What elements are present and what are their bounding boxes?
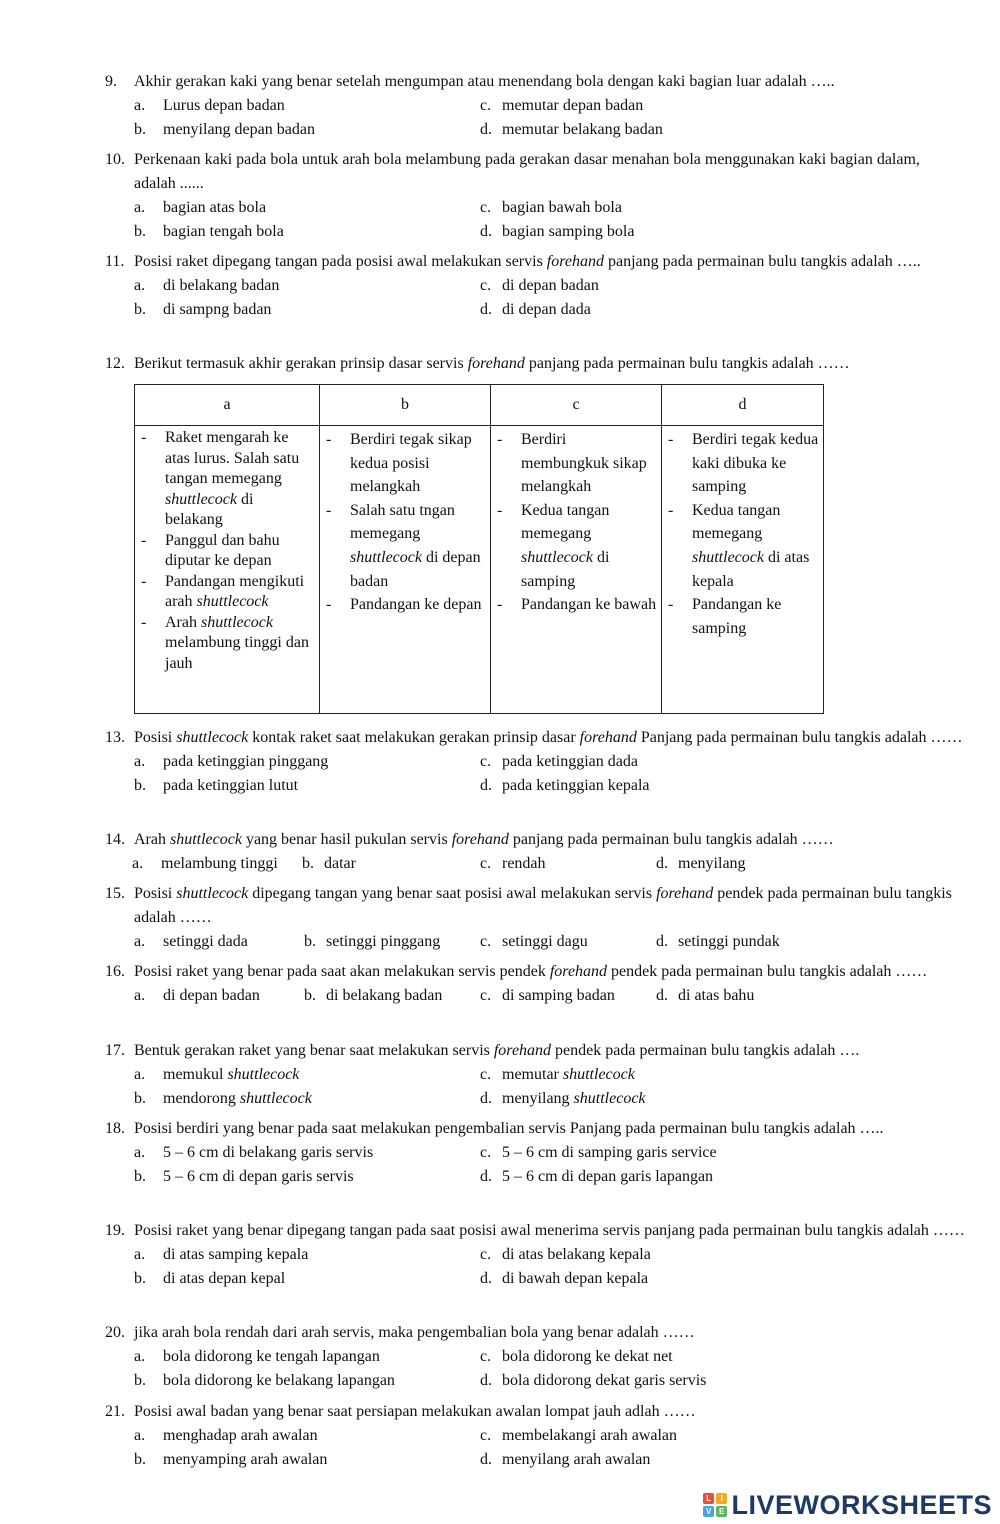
cell-b [320,426,491,714]
question-21 [105,1400,965,1472]
question-text: Posisi awal badan yang benar saat persiapan melakukan awalan lompat jauh adlah …… [134,1403,696,1420]
option-a[interactable]: a. setinggi dada [134,933,248,950]
question-text: Perkenaan kaki pada bola untuk arah bola melambung pada gerakan dasar menahan bola menggunakan kaki bagian dalam, adalah ...... [134,151,920,192]
list-item: - Kedua tangan memegang shuttlecock di atas kepala [668,501,810,590]
table-row [135,426,824,714]
question-number: 9. [105,73,117,90]
cell-d [662,426,824,714]
question-text: jika arah bola rendah dari arah servis, maka pengembalian bola yang benar adalah …… [134,1324,695,1341]
options-row-1 [134,1063,975,1087]
option-c[interactable]: c. memutar shuttlecock [480,1066,635,1083]
list-item: - Arah shuttlecock melambung tinggi dan jauh [141,613,309,672]
question-19 [105,1219,965,1291]
options-row-2 [134,1369,965,1393]
question-text: Arah shuttlecock yang benar hasil pukulan servis forehand panjang pada permainan bulu tangkis adalah …… [134,831,834,848]
options-row-1 [134,930,965,954]
list-item: - Pandangan mengikuti arah shuttlecock [141,572,305,610]
answer-table [134,384,824,714]
liveworksheets-logo[interactable] [703,1488,992,1522]
options-row-1 [132,852,965,876]
cell-a [135,426,320,714]
option-c[interactable]: c. di depan badan [480,277,599,294]
list-item: - Pandangan ke bawah [497,596,657,614]
option-c[interactable]: c. memutar depan badan [480,97,644,114]
options-row-1 [134,1424,965,1448]
option-c[interactable]: c. setinggi dagu [480,933,588,950]
option-b[interactable]: b. setinggi pinggang [304,933,441,950]
question-18 [105,1117,950,1189]
header-c[interactable]: c [491,385,662,426]
option-d[interactable]: d. di depan dada [480,301,591,318]
option-d[interactable]: d. bagian samping bola [480,223,635,240]
option-a[interactable]: a. di depan badan [134,987,260,1004]
question-text: Posisi berdiri yang benar pada saat melakukan pengembalian servis Panjang pada permainan bulu tangkis adalah ….. [134,1120,884,1137]
question-number: 15. [105,885,125,902]
list-item: - Panggul dan bahu diputar ke depan [141,531,280,569]
option-b[interactable]: b. di sampng badan [134,301,272,318]
option-b[interactable]: b. di atas depan kepal [134,1270,286,1287]
question-text: Bentuk gerakan raket yang benar saat melakukan servis forehand pendek pada permainan bulu tangkis adalah …. [134,1042,860,1059]
question-9 [105,70,965,142]
question-text: Posisi shuttlecock dipegang tangan yang benar saat posisi awal melakukan servis forehand pendek pada permainan bulu tangkis adalah …… [134,885,952,926]
option-a[interactable]: a. Lurus depan badan [134,97,285,114]
option-b[interactable]: b. bola didorong ke belakang lapangan [134,1372,395,1389]
list-item: - Berdiri membungkuk sikap melangkah [497,431,647,496]
option-a[interactable]: a. menghadap arah awalan [134,1427,318,1444]
options-row-1 [134,1141,950,1165]
option-c[interactable]: c. 5 – 6 cm di samping garis service [480,1144,717,1161]
question-text: Akhir gerakan kaki yang benar setelah mengumpan atau menendang bola dengan kaki bagian luar adalah ….. [134,73,835,90]
cell-c [491,426,662,714]
options-row-2 [134,298,965,322]
option-d[interactable]: d. di atas bahu [656,987,755,1004]
options-row-2 [134,118,965,142]
options-row-1 [134,1345,965,1369]
question-number: 19. [105,1222,125,1239]
question-number: 13. [105,729,125,746]
brand-name: LIVEWORKSHEETS [731,1489,992,1520]
option-c[interactable]: c. di samping badan [480,987,615,1004]
option-c[interactable]: c. rendah [480,855,546,872]
question-10 [105,148,965,244]
option-c[interactable]: c. bagian bawah bola [480,199,622,216]
list-item: - Berdiri tegak kedua kaki dibuka ke samping [668,431,819,496]
list-item: - Kedua tangan memegang shuttlecock di samping [497,501,610,590]
question-text: Berikut termasuk akhir gerakan prinsip dasar servis forehand panjang pada permainan bulu tangkis adalah …… [134,355,850,372]
logo-icon: L I V E [703,1493,727,1517]
options-row-1 [134,750,965,774]
list-item: - Pandangan ke samping [668,596,782,637]
question-number: 12. [105,355,125,372]
options-row-1 [134,196,965,220]
option-d[interactable]: d. menyilang arah awalan [480,1451,651,1468]
question-13 [105,726,965,798]
question-12 [105,352,965,376]
option-c[interactable]: c. membelakangi arah awalan [480,1427,678,1444]
question-20 [105,1321,965,1393]
option-a[interactable]: a. melambung tinggi [132,855,278,872]
option-a[interactable]: a. pada ketinggian pinggang [134,753,329,770]
options-row-2 [134,1267,965,1291]
option-d[interactable]: d. menyilang shuttlecock [480,1090,646,1107]
option-d[interactable]: d. di bawah depan kepala [480,1270,649,1287]
option-d[interactable]: d. pada ketinggian kepala [480,777,650,794]
question-number: 17. [105,1042,125,1059]
question-16 [105,960,965,1008]
option-a[interactable]: a. 5 – 6 cm di belakang garis servis [134,1144,374,1161]
question-text: Posisi raket yang benar dipegang tangan pada saat posisi awal menerima servis panjang pada permainan bulu tangkis adalah …… [134,1222,965,1239]
question-number: 18. [105,1120,125,1137]
list-item: - Salah satu tngan memegang shuttlecock di depan badan [326,501,481,590]
option-a[interactable]: a. memukul shuttlecock [134,1066,300,1083]
option-b[interactable]: b. menyilang depan badan [134,121,315,138]
option-d[interactable]: d. 5 – 6 cm di depan garis lapangan [480,1168,714,1185]
header-d[interactable]: d [662,385,824,426]
question-15 [105,882,965,954]
option-b[interactable]: b. bagian tengah bola [134,223,284,240]
question-text: Posisi raket dipegang tangan pada posisi awal melakukan servis forehand panjang pada permainan bulu tangkis adalah ….. [134,253,921,270]
question-text: Posisi shuttlecock kontak raket saat melakukan gerakan prinsip dasar forehand Panjang pada permainan bulu tangkis adalah …… [134,729,963,746]
question-number: 20. [105,1324,125,1341]
option-d[interactable]: d. menyilang [656,855,746,872]
question-17 [105,1039,975,1111]
options-row-1 [134,1243,965,1267]
options-row-1 [134,274,965,298]
question-11 [105,250,965,322]
option-d[interactable]: d. setinggi pundak [656,933,780,950]
option-b[interactable]: b. menyamping arah awalan [134,1451,328,1468]
options-row-2 [134,774,965,798]
options-row-2 [134,1448,965,1472]
options-row-2 [134,1087,975,1111]
option-b[interactable]: b. datar [302,855,356,872]
question-number: 14. [105,831,125,848]
option-b[interactable]: b. 5 – 6 cm di depan garis servis [134,1168,354,1185]
option-c[interactable]: c. pada ketinggian dada [480,753,638,770]
option-a[interactable]: a. bola didorong ke tengah lapangan [134,1348,380,1365]
option-b[interactable]: b. di belakang badan [304,987,443,1004]
list-item: - Raket mengarah ke atas lurus. Salah satu tangan memegang shuttlecock di belakang [141,429,300,528]
list-item: - Pandangan ke depan [326,596,482,614]
header-a[interactable]: a [135,385,320,426]
option-b[interactable]: b. pada ketinggian lutut [134,777,299,794]
header-b[interactable]: b [320,385,491,426]
question-number: 16. [105,963,125,980]
option-c[interactable]: c. di atas belakang kepala [480,1246,651,1263]
list-item: - Berdiri tegak sikap kedua posisi melangkah [326,431,472,496]
question-14 [105,828,965,876]
option-a[interactable]: a. di belakang badan [134,277,280,294]
option-d[interactable]: d. bola didorong dekat garis servis [480,1372,707,1389]
option-c[interactable]: c. bola didorong ke dekat net [480,1348,673,1365]
option-a[interactable]: a. di atas samping kepala [134,1246,309,1263]
question-number: 10. [105,151,125,168]
option-b[interactable]: b. mendorong shuttlecock [134,1090,312,1107]
options-row-1 [134,984,965,1008]
question-number: 11. [105,253,125,270]
option-a[interactable]: a. bagian atas bola [134,199,267,216]
table-header-row [135,385,824,426]
options-row-2 [134,220,965,244]
option-d[interactable]: d. memutar belakang badan [480,121,663,138]
options-row-1 [134,94,965,118]
question-number: 21. [105,1403,125,1420]
options-row-2 [134,1165,950,1189]
question-text: Posisi raket yang benar pada saat akan melakukan servis pendek forehand pendek pada permainan bulu tangkis adalah …… [134,963,928,980]
